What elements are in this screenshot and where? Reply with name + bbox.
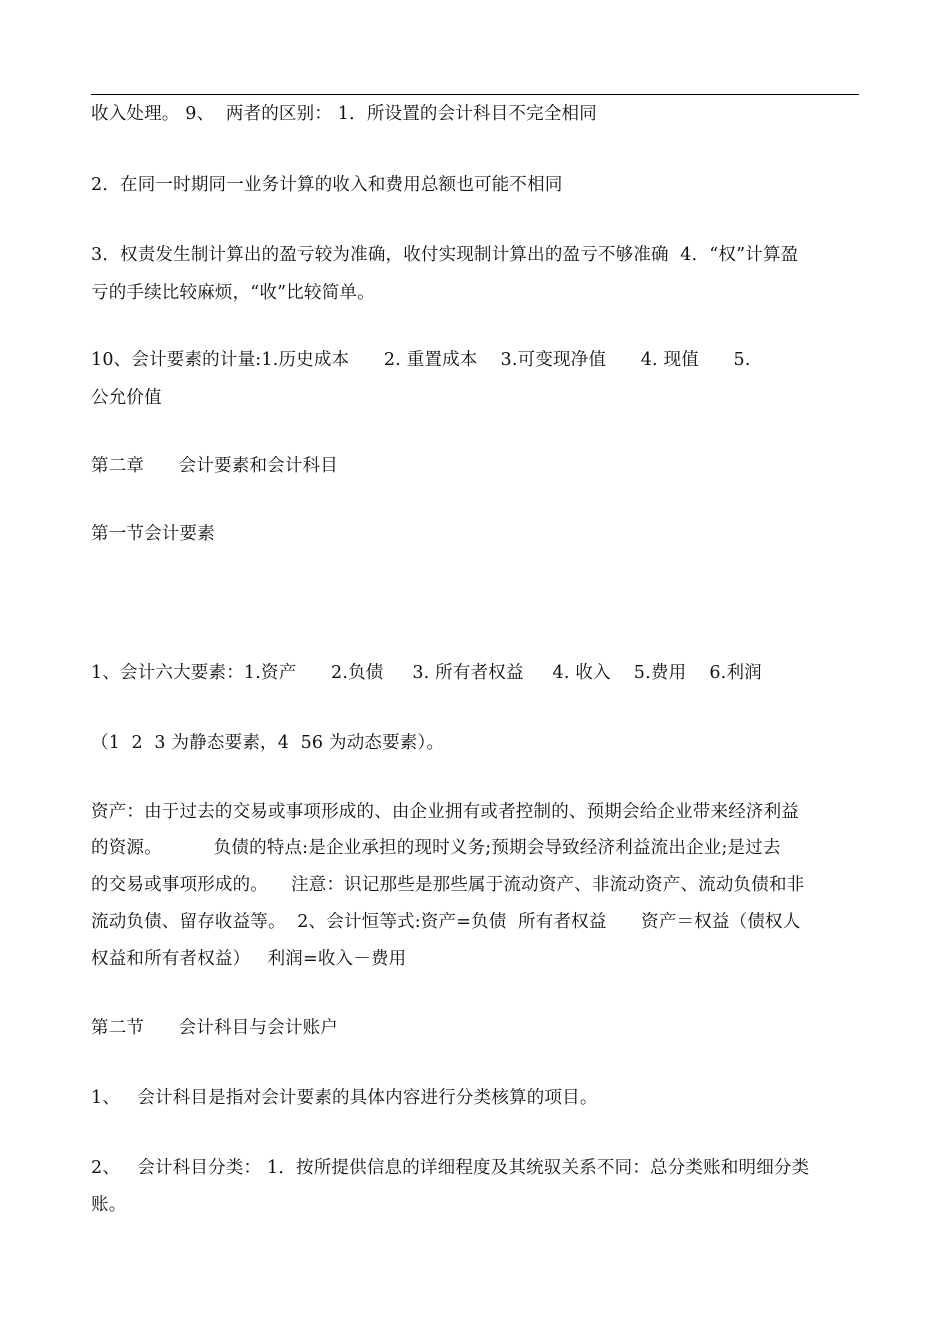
para-line-1: 资产：由于过去的交易或事项形成的、由企业拥有或者控制的、预期会给企业带来经济利益 (91, 802, 799, 822)
text-line-2: 2．在同一时期同一业务计算的收入和费用总额也可能不相同 (91, 175, 563, 195)
text-line-4a: 10、会计要素的计量:1.历史成本 2. 重置成本 3.可变现净值 4. 现值 5. (91, 350, 751, 370)
para-line-2: 的资源。 负债的特点:是企业承担的现时义务;预期会导致经济利益流出企业;是过去 (91, 838, 781, 858)
para-line-3: 的交易或事项形成的。 注意：识记那些是那些属于流动资产、非流动资产、流动负债和非 (91, 875, 805, 895)
header-rule (91, 94, 859, 95)
text-line-8a: 2、 会计科目分类： 1．按所提供信息的详细程度及其统驭关系不同：总分类账和明细分类 (91, 1158, 810, 1178)
text-line-1: 收入处理。 9、 两者的区别： 1．所设置的会计科目不完全相同 (91, 104, 597, 124)
text-line-8b: 账。 (91, 1195, 127, 1215)
text-line-6: （1 2 3 为静态要素，4 56 为动态要素）。 (91, 733, 445, 753)
text-line-7: 1、 会计科目是指对会计要素的具体内容进行分类核算的项目。 (91, 1088, 598, 1108)
text-line-3a: 3．权责发生制计算出的盈亏较为准确，收付实现制计算出的盈亏不够准确 4．“权”计算盈 (91, 245, 799, 265)
section-heading-2: 第二节 会计科目与会计账户 (91, 1018, 338, 1038)
text-line-5: 1、会计六大要素：1.资产 2.负债 3. 所有者权益 4. 收入 5.费用 6.利润 (91, 663, 762, 683)
text-line-4b: 公允价值 (91, 388, 162, 408)
para-line-5: 权益和所有者权益） 利润=收入－费用 (91, 949, 407, 969)
para-line-4: 流动负债、留存收益等。 2、会计恒等式:资产=负债 所有者权益 资产＝权益（债权人 (91, 912, 801, 932)
chapter-heading: 第二章 会计要素和会计科目 (91, 456, 338, 476)
section-heading-1: 第一节会计要素 (91, 524, 215, 544)
text-line-3b: 亏的手续比较麻烦，“收”比较简单。 (91, 283, 375, 303)
